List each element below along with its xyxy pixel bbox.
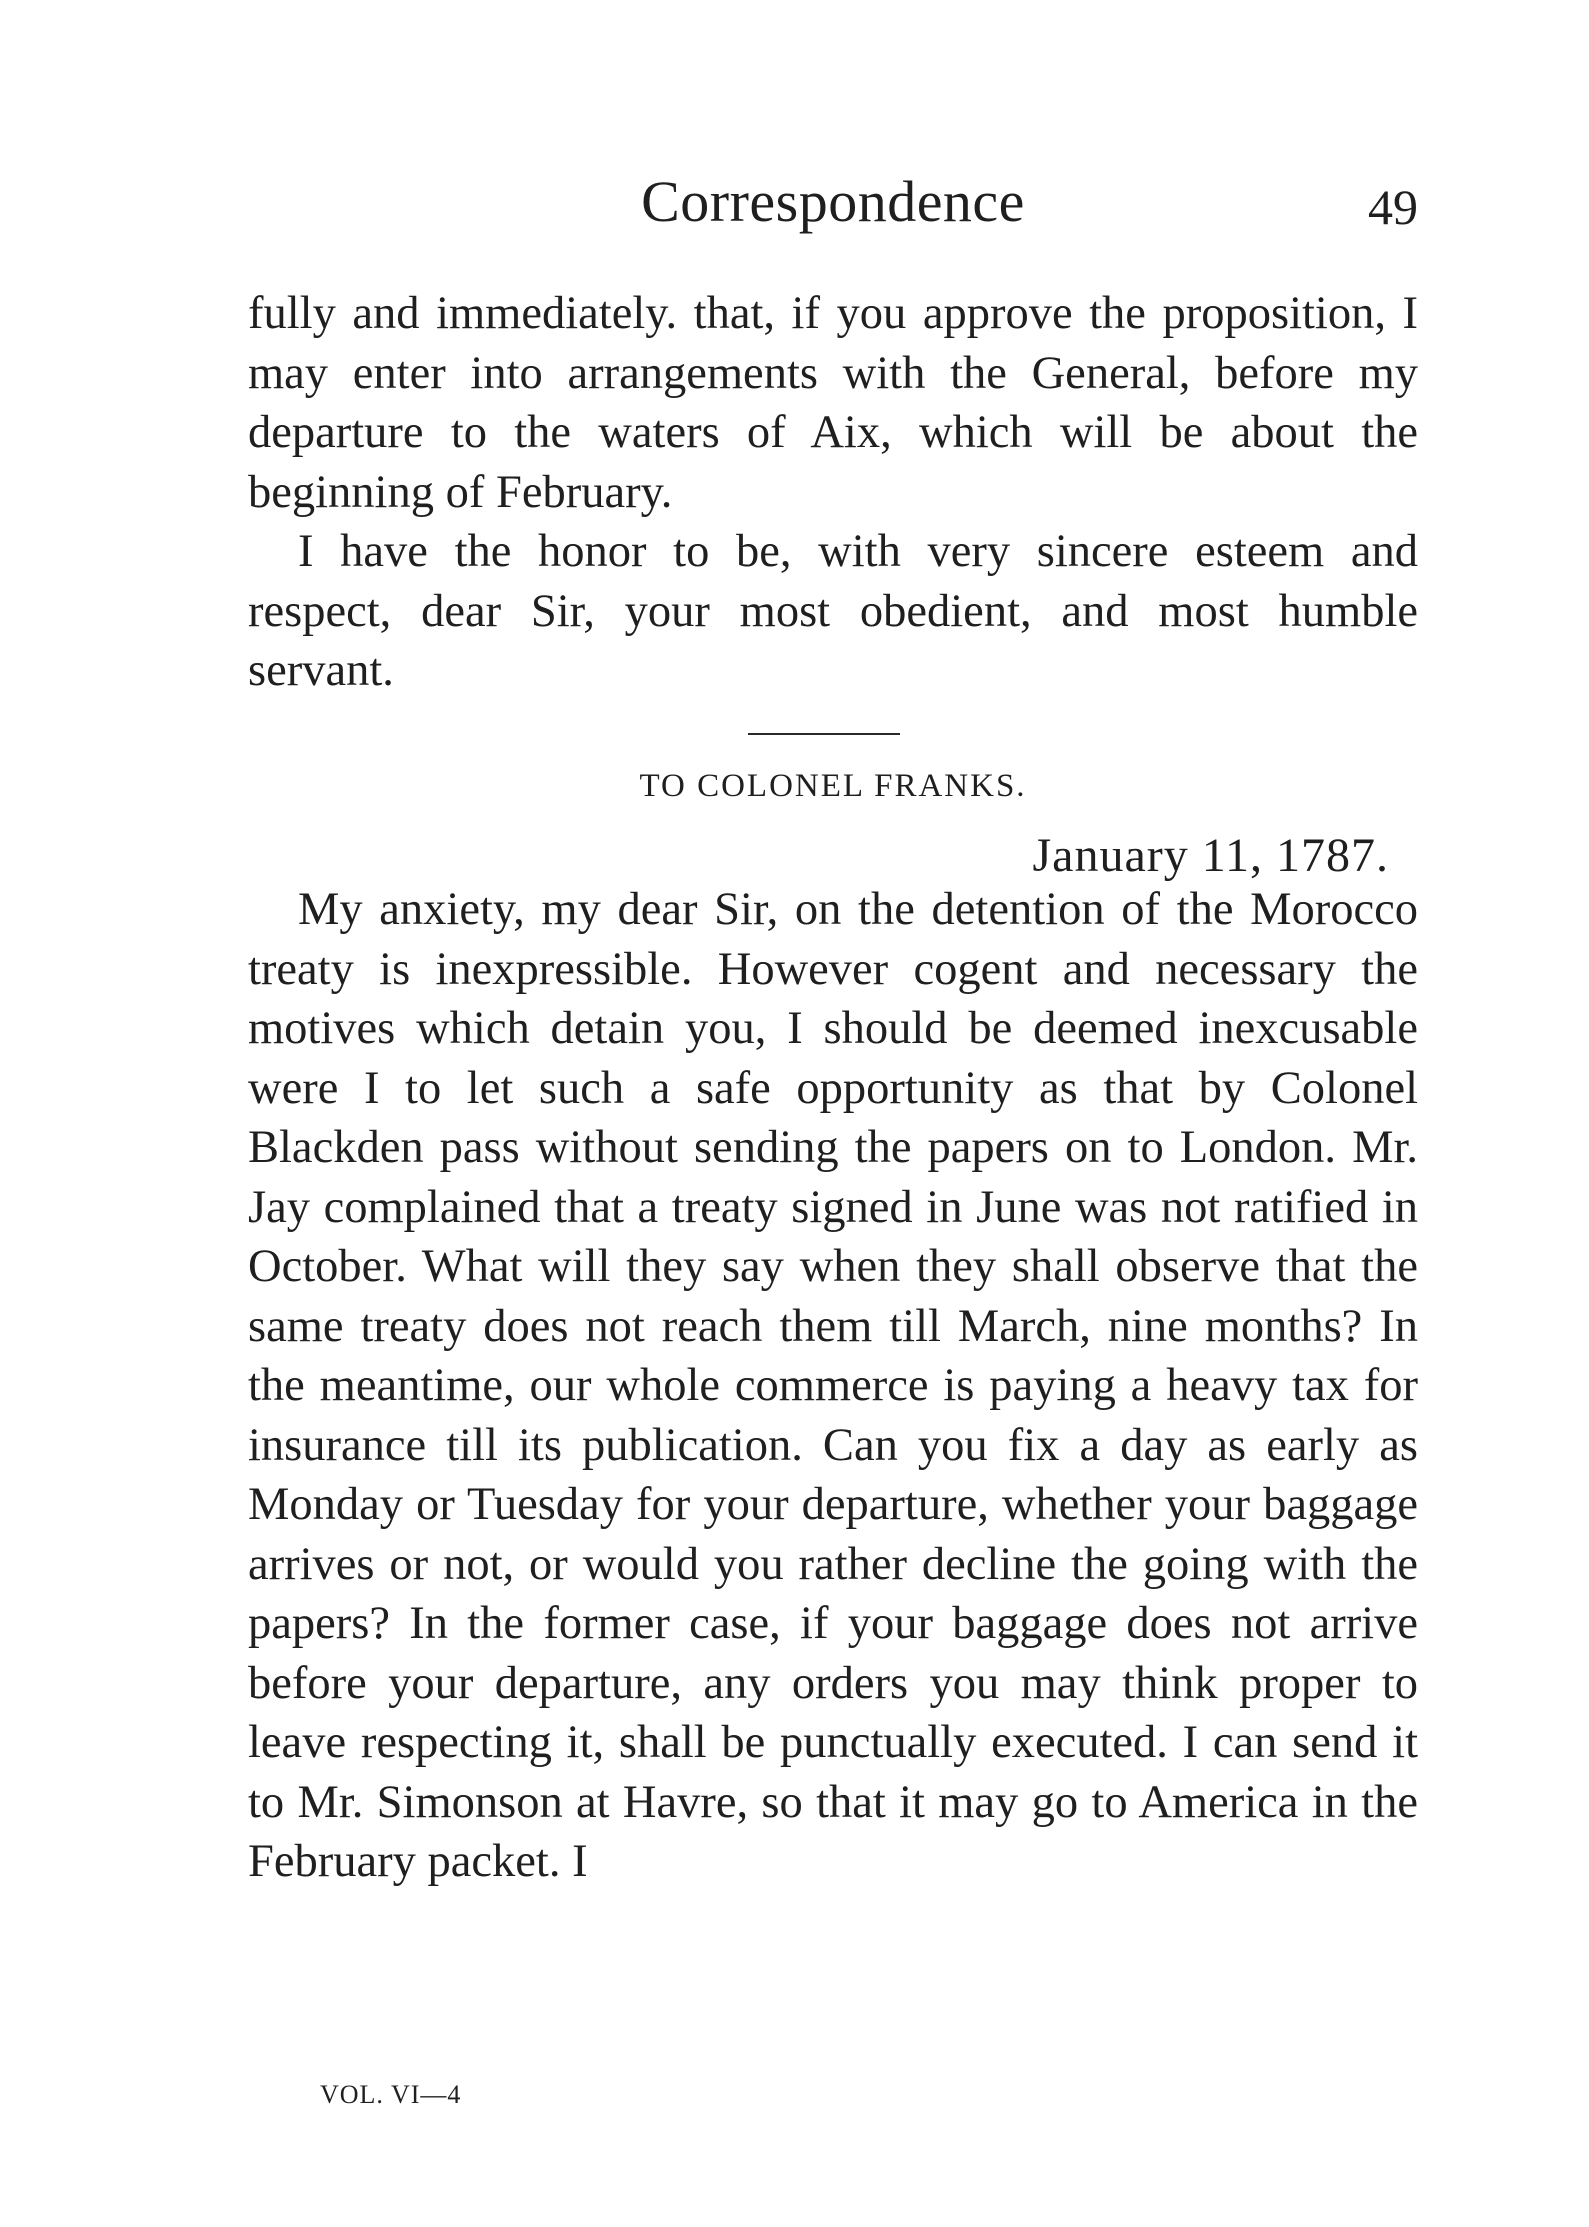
closing-paragraph: I have the honor to be, with very sincere esteem and respect, dear Sir, your most obedient, and most humble servant.: [248, 526, 1418, 696]
section-divider: [748, 733, 900, 735]
letter-date: January 11, 1787.: [1032, 829, 1389, 882]
running-title: Correspondence: [641, 169, 1025, 234]
continuation-paragraph: fully and immediately. that, if you approve the proposition, I may enter into arrangements with the General, before my departure to the waters of Aix, which will be about the beginning of February.: [248, 288, 1418, 518]
volume-signature-mark: VOL. VI—4: [320, 2080, 462, 2109]
page-number: 49: [1368, 179, 1418, 235]
letter-text: [248, 880, 1418, 1892]
letter-body-paragraph: My anxiety, my dear Sir, on the detention of the Morocco treaty is inexpressible. However cogent and necessary the motives which detain you, I should be deemed inexcusable were I to let such a safe opportunity as that by Colonel Blackden pass without sending the papers on to London. Mr. Jay complained that a treaty signed in June was not ratified in October. What will they say when they shall observe that the same treaty does not reach them till March, nine months? In the meantime, our whole commerce is paying a heavy tax for insurance till its publication. Can you fix a day as early as Monday or Tuesday for your departure, whether your baggage arrives or not, or would you rather decline the going with the papers? In the former case, if your baggage does not arrive before your departure, any orders you may think proper to leave respecting it, shall be punctually executed. I can send it to Mr. Simonson at Havre, so that it may go to America in the February packet. I: [248, 884, 1418, 1887]
running-head: [248, 168, 1418, 238]
letter-recipient-heading: TO COLONEL FRANKS.: [639, 768, 1027, 804]
continuation-text: [248, 284, 1418, 701]
